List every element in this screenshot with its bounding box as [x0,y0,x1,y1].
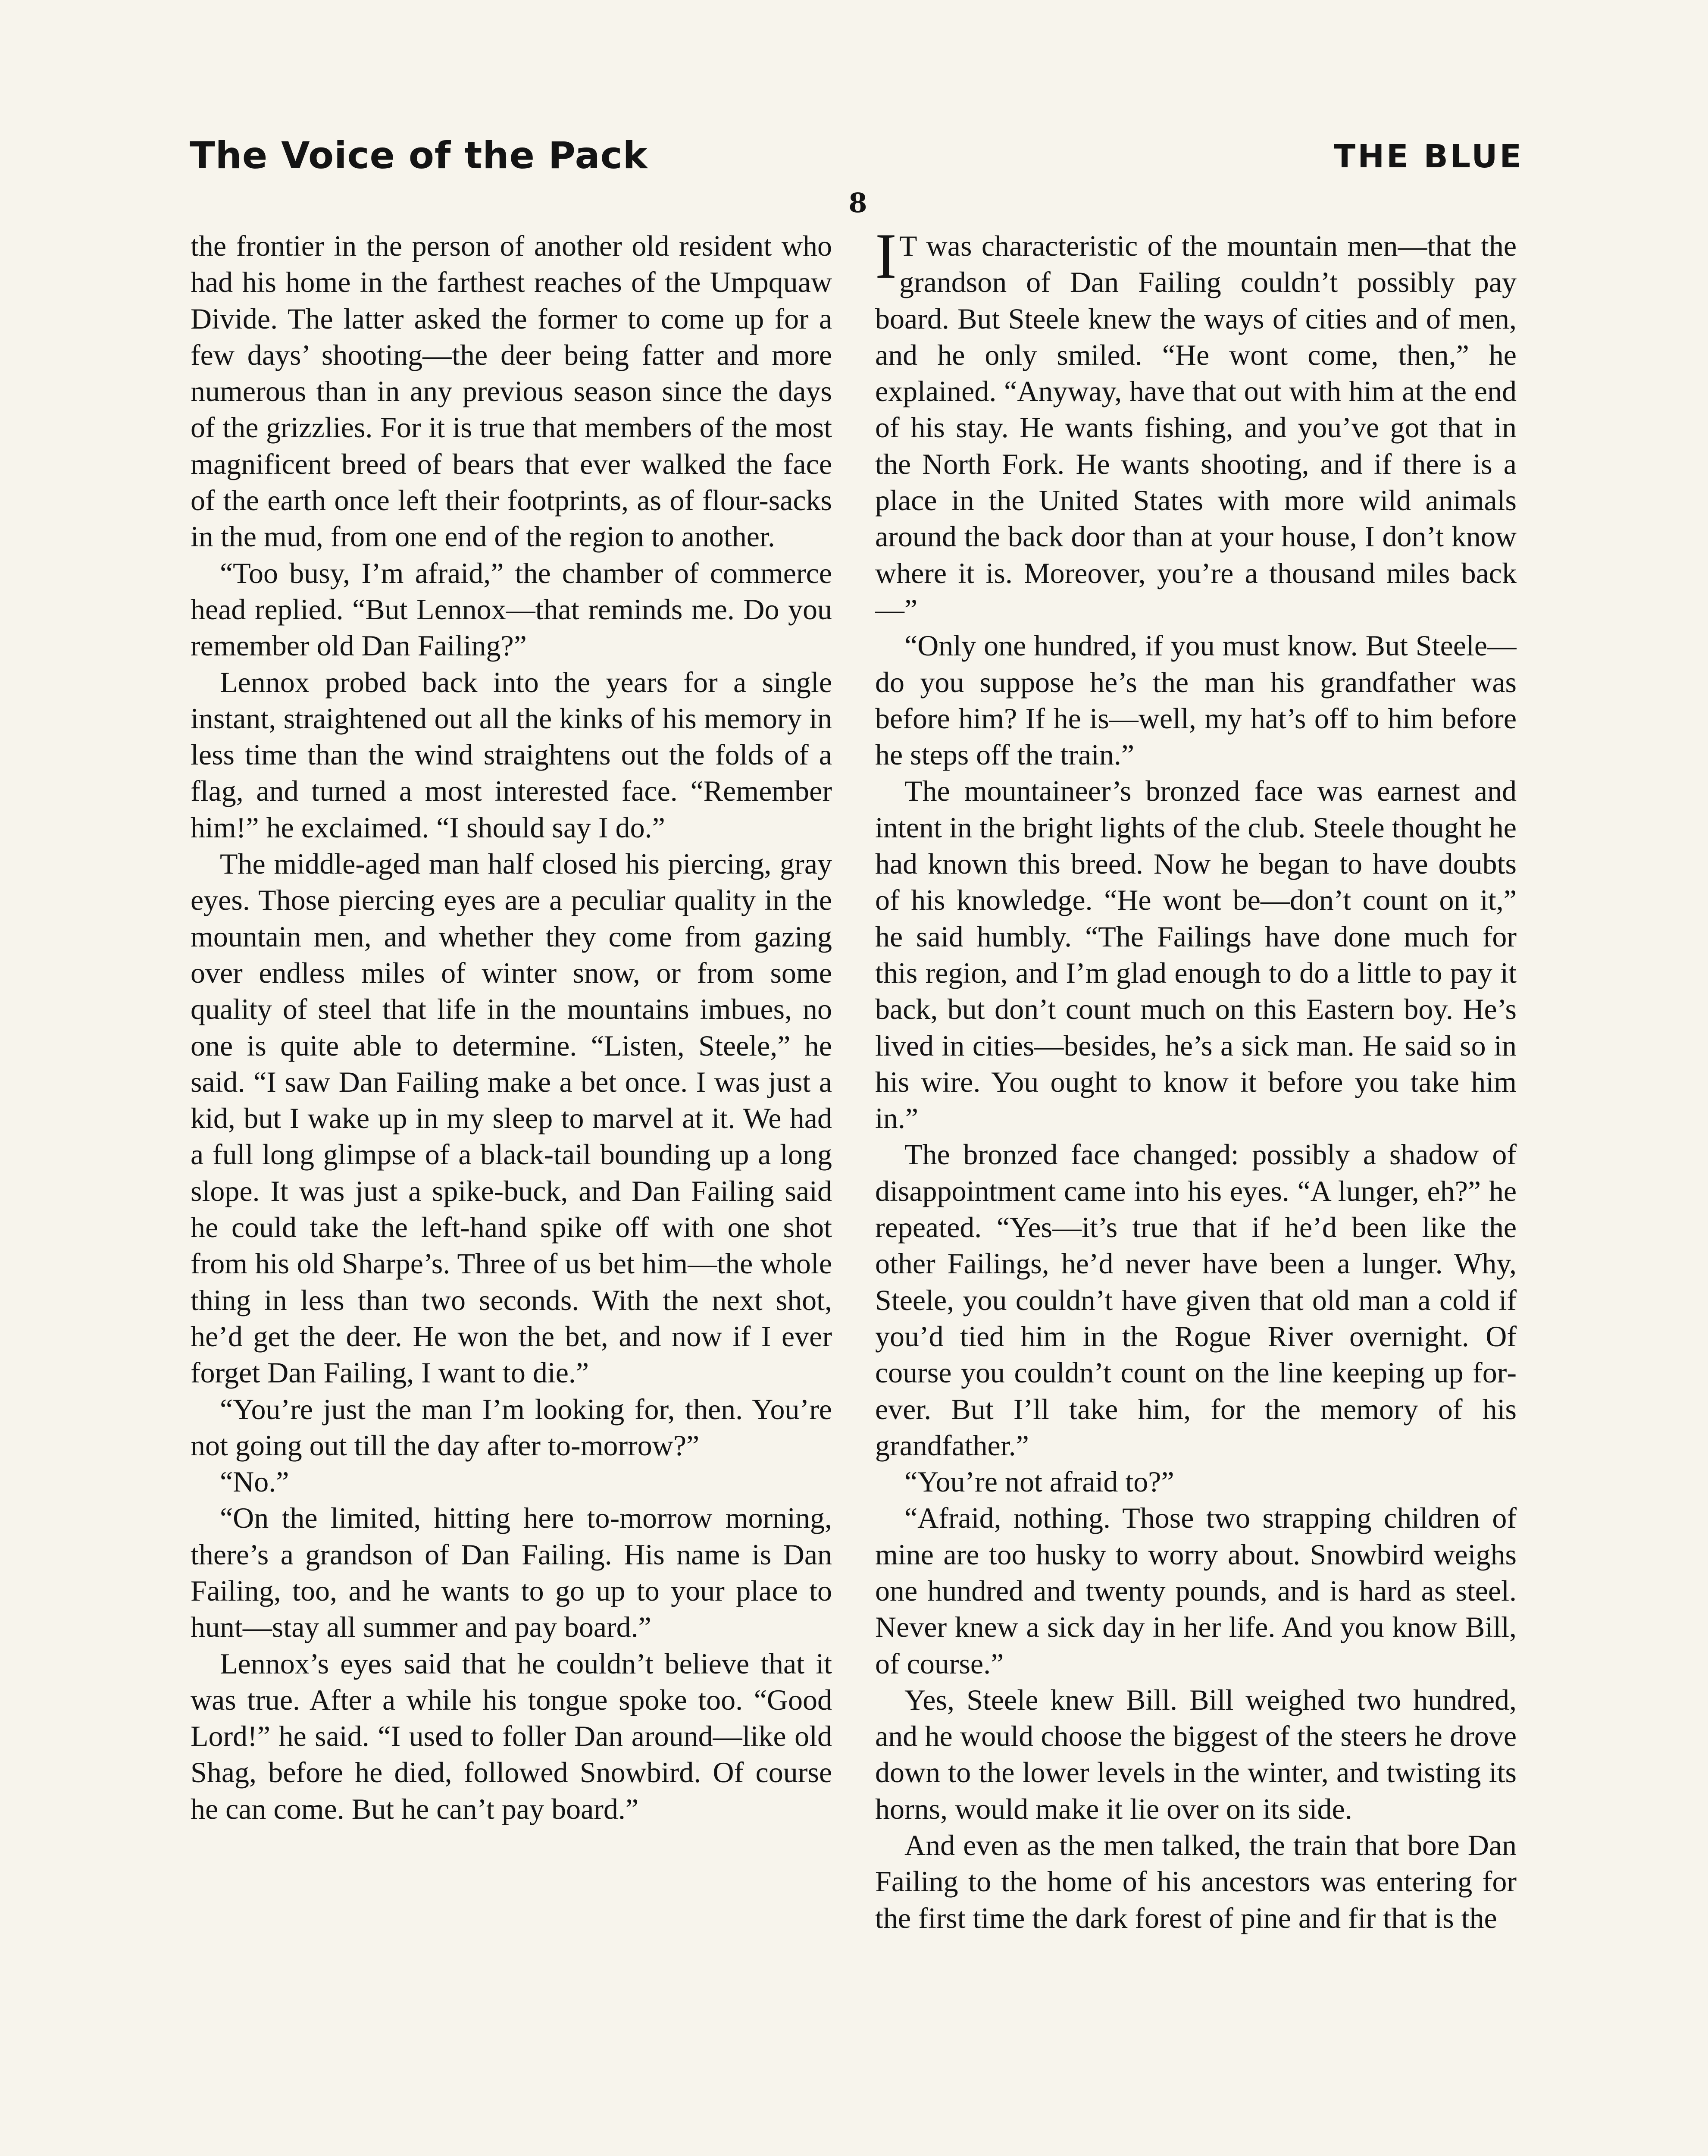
paragraph: “On the limited, hitting here to-morrow morning, there’s a grandson of Dan Failing. His name is Dan Failing, too, and he wants to go up to your place to hunt—stay all summer and pay board.” [191,1501,832,1644]
page-number: 8 [848,187,867,219]
paragraph: “You’re not afraid to?” [904,1465,1174,1498]
opening-paragraph-text: T was characteristic of the mountain men—that the grandson of Dan Failing couldn’t possibly pay board. But Steele knew the ways of cities and of men, and he only smiled. “He wont come, then,” he explained. “Anyway, have that out with him at the end of his stay. He wants fishing, and you’ve got that in the North Fork. He wants shooting, and if there is a place in the United States with more wild animals around the back door than at your house, I don’t know where it is. Moreover, you’re a thousand miles back—” [875,229,1517,626]
paragraph: “Too busy, I’m afraid,” the chamber of commerce head replied. “But Lennox—that reminds me. Do you remember old Dan Failing?” [191,556,832,662]
paragraph: Yes, Steele knew Bill. Bill weighed two hundred, and he would choose the biggest of the steers he drove down to the lower levels in the winter, and twisting its horns, would make it lie over on its side. [875,1683,1517,1825]
drop-cap: I [875,228,897,292]
left-text-column [191,228,832,2156]
paragraph: The middle-aged man half closed his piercing, gray eyes. Those piercing eyes are a peculiar quality in the mountain men, and whether they come from gazing over endless miles of winter snow, or from some quality of steel that life in the mountains imbues, no one is quite able to determine. “Listen, Steele,” he said. “I saw Dan Failing make a bet once. I was just a kid, but I wake up in my sleep to marvel at it. We had a full long glimpse of a black-tail bounding up a long slope. It was just a spike-buck, and Dan Failing said he could take the left-hand spike off with one shot from his old Sharpe’s. Three of us bet him—the whole thing in less than two seconds. With the next shot, he’d get the deer. He won the bet, and now if I ever forget Dan Failing, I want to die.” [191,847,832,1389]
paragraph: “You’re just the man I’m looking for, then. You’re not going out till the day after to-morrow?” [191,1392,832,1462]
opening-paragraph [875,228,1517,627]
running-title: The Voice of the Pack [190,134,648,177]
magazine-name: THE BLUE [1333,138,1523,175]
right-text-column [875,228,1517,2156]
paragraph: The bronzed face changed: possibly a shadow of disappointment came into his eyes. “A lunger, eh?” he repeated. “Yes—it’s true that if he’d been like the other Failings, he’d never have been a lunger. Why, Steele, you couldn’t have given that old man a cold if you’d tied him in the Rogue River overnight. Of course you couldn’t count on the line keeping up forever. But I’ll take him, for the memory of his grandfather.” [875,1138,1517,1462]
paragraph: “No.” [220,1465,289,1498]
paragraph: Lennox probed back into the years for a single instant, straightened out all the kinks of his memory in less time than the wind straightens out the folds of a flag, and turned a most interested face. “Remember him!” he exclaimed. “I should say I do.” [191,665,832,844]
paragraph: The mountaineer’s bronzed face was earnest and intent in the bright lights of the club. Steele thought he had known this breed. Now he began to have doubts of his knowledge. “He wont be—don’t count on it,” he said humbly. “The Failings have done much for this region, and I’m glad enough to do a little to pay it back, but don’t count much on this Eastern boy. He’s lived in cities—besides, he’s a sick man. He said so in his wire. You ought to know it before you take him in.” [875,774,1517,1135]
paragraph: “Afraid, nothing. Those two strapping children of mine are too husky to worry about. Snowbird weighs one hundred and twenty pounds, and is hard as steel. Never knew a sick day in her life. And you know Bill, of course.” [875,1501,1517,1680]
paragraph: the frontier in the person of another old resident who had his home in the farthest reaches of the Umpquaw Divide. The latter asked the former to come up for a few days’ shooting—the deer being fatter and more numerous than in any previous season since the days of the grizzlies. For it is true that members of the most magnificent breed of bears that ever walked the face of the earth once left their footprints, as of flour-sacks in the mud, from one end of the region to another. [191,229,832,553]
paragraph: And even as the men talked, the train that bore Dan Failing to the home of his ancestors was entering for the first time the dark forest of pine and fir that is the [875,1829,1517,1934]
paragraph: Lennox’s eyes said that he couldn’t believe that it was true. After a while his tongue spoke too. “Good Lord!” he said. “I used to foller Dan around—like old Shag, before he died, followed Snowbird. Of course he can come. But he can’t pay board.” [191,1647,832,1825]
paragraph: “Only one hundred, if you must know. But Steele—do you suppose he’s the man his grandfather was before him? If he is—well, my hat’s off to him before he steps off the train.” [875,629,1517,771]
